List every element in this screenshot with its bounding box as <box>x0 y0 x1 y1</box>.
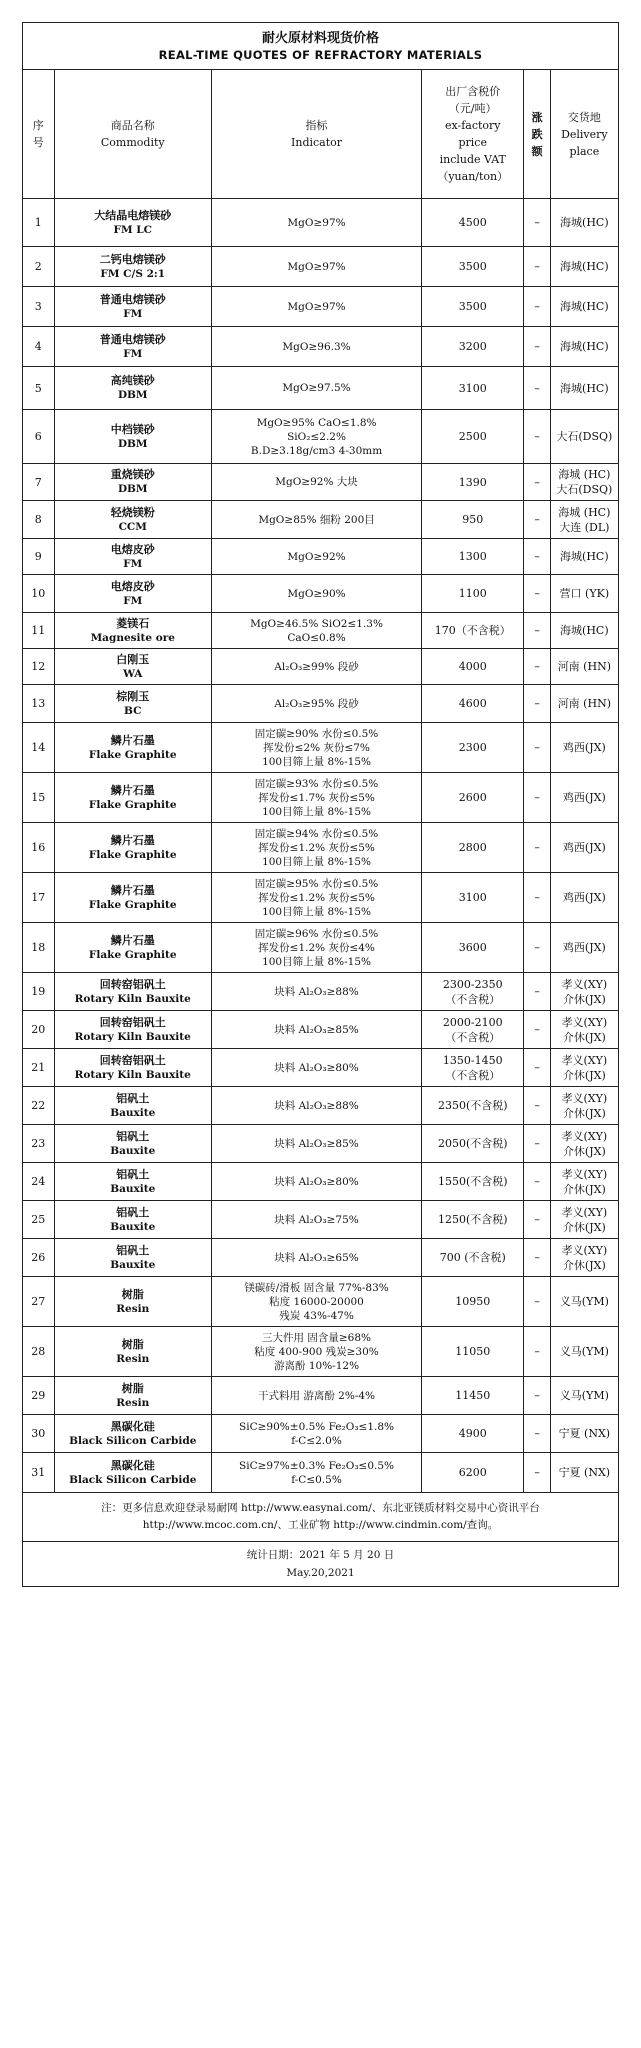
header-change: 涨 跌 额 <box>524 70 550 199</box>
change-cell: – <box>524 1377 550 1415</box>
commodity-cell: 树脂 Resin <box>54 1327 212 1377</box>
commodity-cell: 重烧镁砂 DBM <box>54 464 212 501</box>
indicator-cell: 镁碳砖/滑板 固含量 77%-83% 粘度 16000-20000 残炭 43%-47% <box>212 1277 422 1327</box>
table-row <box>23 539 619 575</box>
price-cell: 2350(不含税) <box>422 1087 524 1125</box>
indicator-cell: MgO≥97.5% <box>212 367 422 410</box>
change-cell: – <box>524 1201 550 1239</box>
note-row <box>23 1493 619 1542</box>
commodity-cell: 中档镁砂 DBM <box>54 410 212 464</box>
row-number: 27 <box>23 1277 55 1327</box>
row-number: 31 <box>23 1453 55 1493</box>
row-number: 18 <box>23 923 55 973</box>
place-cell: 孝义(XY) 介休(JX) <box>550 1201 618 1239</box>
row-number: 9 <box>23 539 55 575</box>
place-cell: 河南 (HN) <box>550 649 618 685</box>
table-row <box>23 685 619 723</box>
place-cell: 河南 (HN) <box>550 685 618 723</box>
place-cell: 义马(YM) <box>550 1277 618 1327</box>
change-cell: – <box>524 1049 550 1087</box>
table-row <box>23 1087 619 1125</box>
price-cell: 1550(不含税) <box>422 1163 524 1201</box>
header-price: 出厂含税价 （元/吨） ex-factory price include VAT （yuan/ton） <box>422 70 524 199</box>
indicator-cell: MgO≥97% <box>212 247 422 287</box>
indicator-cell: MgO≥95% CaO≤1.8% SiO₂≤2.2% B.D≥3.18g/cm3 4-30mm <box>212 410 422 464</box>
price-cell: 1100 <box>422 575 524 613</box>
commodity-cell: 黑碳化硅 Black Silicon Carbide <box>54 1415 212 1453</box>
place-cell: 大石(DSQ) <box>550 410 618 464</box>
row-number: 4 <box>23 327 55 367</box>
row-number: 13 <box>23 685 55 723</box>
table-row <box>23 464 619 501</box>
place-cell: 海城(HC) <box>550 199 618 247</box>
row-number: 28 <box>23 1327 55 1377</box>
change-cell: – <box>524 873 550 923</box>
price-cell: 3100 <box>422 873 524 923</box>
table-row <box>23 823 619 873</box>
row-number: 3 <box>23 287 55 327</box>
table-row <box>23 410 619 464</box>
table-row <box>23 367 619 410</box>
change-cell: – <box>524 1087 550 1125</box>
place-cell: 孝义(XY) 介休(JX) <box>550 1163 618 1201</box>
table-row <box>23 1415 619 1453</box>
price-cell: 2300-2350 （不含税） <box>422 973 524 1011</box>
price-cell: 4900 <box>422 1415 524 1453</box>
place-cell: 鸡西(JX) <box>550 723 618 773</box>
place-cell: 海城(HC) <box>550 539 618 575</box>
commodity-cell: 回转窑铝矾土 Rotary Kiln Bauxite <box>54 973 212 1011</box>
table-body <box>23 199 619 1493</box>
change-cell: – <box>524 973 550 1011</box>
indicator-cell: SiC≥97%±0.3% Fe₂O₃≤0.5% f-C≤0.5% <box>212 1453 422 1493</box>
indicator-cell: MgO≥92% 大块 <box>212 464 422 501</box>
commodity-cell: 电熔皮砂 FM <box>54 575 212 613</box>
commodity-cell: 二钙电熔镁砂 FM C/S 2:1 <box>54 247 212 287</box>
table-row <box>23 247 619 287</box>
table-row <box>23 1163 619 1201</box>
header-no: 序 号 <box>23 70 55 199</box>
table-row <box>23 1011 619 1049</box>
place-cell: 鸡西(JX) <box>550 823 618 873</box>
title-cn: 耐火原材料现货价格 <box>261 30 379 46</box>
place-cell: 鸡西(JX) <box>550 773 618 823</box>
change-cell: – <box>524 773 550 823</box>
change-cell: – <box>524 1125 550 1163</box>
price-cell: 3600 <box>422 923 524 973</box>
commodity-cell: 鳞片石墨 Flake Graphite <box>54 823 212 873</box>
change-cell: – <box>524 1327 550 1377</box>
price-cell: 700 (不含税) <box>422 1239 524 1277</box>
header-commodity: 商品名称 Commodity <box>54 70 212 199</box>
commodity-cell: 普通电熔镁砂 FM <box>54 287 212 327</box>
row-number: 8 <box>23 501 55 539</box>
place-cell: 孝义(XY) 介休(JX) <box>550 1011 618 1049</box>
indicator-cell: 固定碳≥94% 水份≤0.5% 挥发份≤1.2% 灰份≤5% 100目筛上量 8%-15% <box>212 823 422 873</box>
row-number: 16 <box>23 823 55 873</box>
note-line-2: http://www.mcoc.com.cn/、工业矿物 http://www.cindmin.com/查询。 <box>142 1519 499 1531</box>
table-row <box>23 501 619 539</box>
commodity-cell: 黑碳化硅 Black Silicon Carbide <box>54 1453 212 1493</box>
table-row <box>23 873 619 923</box>
stat-date-cn: 统计日期：2021 年 5 月 20 日 <box>246 1549 395 1561</box>
table-row <box>23 613 619 649</box>
table-row <box>23 199 619 247</box>
change-cell: – <box>524 199 550 247</box>
change-cell: – <box>524 1277 550 1327</box>
commodity-cell: 树脂 Resin <box>54 1377 212 1415</box>
place-cell: 孝义(XY) 介休(JX) <box>550 1049 618 1087</box>
price-cell: 4600 <box>422 685 524 723</box>
table-row <box>23 327 619 367</box>
place-cell: 孝义(XY) 介休(JX) <box>550 973 618 1011</box>
price-cell: 1390 <box>422 464 524 501</box>
table-row <box>23 1327 619 1377</box>
row-number: 26 <box>23 1239 55 1277</box>
change-cell: – <box>524 327 550 367</box>
place-cell: 鸡西(JX) <box>550 873 618 923</box>
row-number: 24 <box>23 1163 55 1201</box>
table-row <box>23 1049 619 1087</box>
change-cell: – <box>524 1415 550 1453</box>
commodity-cell: 鳞片石墨 Flake Graphite <box>54 923 212 973</box>
commodity-cell: 鳞片石墨 Flake Graphite <box>54 723 212 773</box>
indicator-cell: 块料 Al₂O₃≥88% <box>212 1087 422 1125</box>
indicator-cell: 块料 Al₂O₃≥85% <box>212 1011 422 1049</box>
price-cell: 2500 <box>422 410 524 464</box>
indicator-cell: MgO≥96.3% <box>212 327 422 367</box>
row-number: 14 <box>23 723 55 773</box>
table-row <box>23 773 619 823</box>
place-cell: 孝义(XY) 介休(JX) <box>550 1087 618 1125</box>
table-row <box>23 973 619 1011</box>
header-place: 交货地 Delivery place <box>550 70 618 199</box>
table-row <box>23 287 619 327</box>
indicator-cell: 固定碳≥96% 水份≤0.5% 挥发份≤1.2% 灰份≤4% 100目筛上量 8%-15% <box>212 923 422 973</box>
price-table <box>22 22 619 1587</box>
place-cell: 孝义(XY) 介休(JX) <box>550 1125 618 1163</box>
indicator-cell: MgO≥97% <box>212 199 422 247</box>
row-number: 25 <box>23 1201 55 1239</box>
indicator-cell: 块料 Al₂O₃≥80% <box>212 1049 422 1087</box>
table-row <box>23 1377 619 1415</box>
commodity-cell: 大结晶电熔镁砂 FM LC <box>54 199 212 247</box>
commodity-cell: 铝矾土 Bauxite <box>54 1239 212 1277</box>
price-cell: 4000 <box>422 649 524 685</box>
price-cell: 170（不含税） <box>422 613 524 649</box>
price-cell: 950 <box>422 501 524 539</box>
price-cell: 2050(不含税) <box>422 1125 524 1163</box>
price-cell: 11050 <box>422 1327 524 1377</box>
row-number: 10 <box>23 575 55 613</box>
place-cell: 海城(HC) <box>550 327 618 367</box>
table-row <box>23 923 619 973</box>
change-cell: – <box>524 923 550 973</box>
stat-date-en: May.20,2021 <box>286 1567 355 1579</box>
indicator-cell: 块料 Al₂O₃≥80% <box>212 1163 422 1201</box>
commodity-cell: 高纯镁砂 DBM <box>54 367 212 410</box>
price-cell: 2800 <box>422 823 524 873</box>
row-number: 30 <box>23 1415 55 1453</box>
row-number: 20 <box>23 1011 55 1049</box>
place-cell: 宁夏 (NX) <box>550 1453 618 1493</box>
price-cell: 3100 <box>422 367 524 410</box>
table-row <box>23 1125 619 1163</box>
indicator-cell: MgO≥92% <box>212 539 422 575</box>
commodity-cell: 铝矾土 Bauxite <box>54 1163 212 1201</box>
note-line-1: 注：更多信息欢迎登录易耐网 http://www.easynai.com/、东北亚镁质材料交易中心资讯平台 <box>101 1502 540 1514</box>
change-cell: – <box>524 501 550 539</box>
indicator-cell: MgO≥85% 细粉 200目 <box>212 501 422 539</box>
table-row <box>23 723 619 773</box>
commodity-cell: 树脂 Resin <box>54 1277 212 1327</box>
commodity-cell: 铝矾土 Bauxite <box>54 1087 212 1125</box>
indicator-cell: SiC≥90%±0.5% Fe₂O₃≤1.8% f-C≤2.0% <box>212 1415 422 1453</box>
indicator-cell: Al₂O₃≥95% 段砂 <box>212 685 422 723</box>
commodity-cell: 普通电熔镁砂 FM <box>54 327 212 367</box>
price-cell: 2600 <box>422 773 524 823</box>
row-number: 21 <box>23 1049 55 1087</box>
row-number: 29 <box>23 1377 55 1415</box>
table-row <box>23 1277 619 1327</box>
date-row <box>23 1542 619 1587</box>
place-cell: 海城(HC) <box>550 367 618 410</box>
commodity-cell: 回转窑铝矾土 Rotary Kiln Bauxite <box>54 1049 212 1087</box>
indicator-cell: MgO≥46.5% SiO2≤1.3% CaO≤0.8% <box>212 613 422 649</box>
indicator-cell: MgO≥97% <box>212 287 422 327</box>
change-cell: – <box>524 823 550 873</box>
price-cell: 1350-1450 （不含税） <box>422 1049 524 1087</box>
change-cell: – <box>524 464 550 501</box>
change-cell: – <box>524 1163 550 1201</box>
header-row <box>23 70 619 199</box>
indicator-cell: Al₂O₃≥99% 段砂 <box>212 649 422 685</box>
commodity-cell: 铝矾土 Bauxite <box>54 1125 212 1163</box>
price-cell: 4500 <box>422 199 524 247</box>
commodity-cell: 轻烧镁粉 CCM <box>54 501 212 539</box>
change-cell: – <box>524 539 550 575</box>
table-row <box>23 1239 619 1277</box>
change-cell: – <box>524 575 550 613</box>
change-cell: – <box>524 1453 550 1493</box>
header-indicator: 指标 Indicator <box>212 70 422 199</box>
indicator-cell: MgO≥90% <box>212 575 422 613</box>
row-number: 15 <box>23 773 55 823</box>
indicator-cell: 固定碳≥95% 水份≤0.5% 挥发份≤1.2% 灰份≤5% 100目筛上量 8%-15% <box>212 873 422 923</box>
row-number: 5 <box>23 367 55 410</box>
place-cell: 海城 (HC) 大连 (DL) <box>550 501 618 539</box>
place-cell: 义马(YM) <box>550 1327 618 1377</box>
title-row <box>23 23 619 70</box>
change-cell: – <box>524 410 550 464</box>
row-number: 23 <box>23 1125 55 1163</box>
place-cell: 孝义(XY) 介休(JX) <box>550 1239 618 1277</box>
row-number: 2 <box>23 247 55 287</box>
change-cell: – <box>524 367 550 410</box>
price-cell: 3500 <box>422 287 524 327</box>
table-row <box>23 1453 619 1493</box>
price-cell: 2300 <box>422 723 524 773</box>
price-cell: 1250(不含税) <box>422 1201 524 1239</box>
commodity-cell: 白刚玉 WA <box>54 649 212 685</box>
indicator-cell: 固定碳≥90% 水份≤0.5% 挥发份≤2% 灰份≤7% 100目筛上量 8%-15% <box>212 723 422 773</box>
indicator-cell: 块料 Al₂O₃≥88% <box>212 973 422 1011</box>
commodity-cell: 电熔皮砂 FM <box>54 539 212 575</box>
indicator-cell: 三大件用 固含量≥68% 粘度 400-900 残炭≥30% 游离酚 10%-12% <box>212 1327 422 1377</box>
change-cell: – <box>524 649 550 685</box>
row-number: 12 <box>23 649 55 685</box>
change-cell: – <box>524 1239 550 1277</box>
price-cell: 1300 <box>422 539 524 575</box>
indicator-cell: 干式料用 游离酚 2%-4% <box>212 1377 422 1415</box>
row-number: 22 <box>23 1087 55 1125</box>
table-row <box>23 575 619 613</box>
price-cell: 2000-2100 （不含税） <box>422 1011 524 1049</box>
change-cell: – <box>524 247 550 287</box>
commodity-cell: 回转窑铝矾土 Rotary Kiln Bauxite <box>54 1011 212 1049</box>
place-cell: 义马(YM) <box>550 1377 618 1415</box>
commodity-cell: 棕刚玉 BC <box>54 685 212 723</box>
price-cell: 11450 <box>422 1377 524 1415</box>
place-cell: 海城(HC) <box>550 247 618 287</box>
indicator-cell: 固定碳≥93% 水份≤0.5% 挥发份≤1.7% 灰份≤5% 100目筛上量 8%-15% <box>212 773 422 823</box>
price-cell: 6200 <box>422 1453 524 1493</box>
indicator-cell: 块料 Al₂O₃≥85% <box>212 1125 422 1163</box>
place-cell: 海城(HC) <box>550 613 618 649</box>
change-cell: – <box>524 287 550 327</box>
place-cell: 宁夏 (NX) <box>550 1415 618 1453</box>
row-number: 6 <box>23 410 55 464</box>
change-cell: – <box>524 685 550 723</box>
row-number: 1 <box>23 199 55 247</box>
commodity-cell: 铝矾土 Bauxite <box>54 1201 212 1239</box>
place-cell: 海城(HC) <box>550 287 618 327</box>
price-sheet <box>22 22 619 1587</box>
table-row <box>23 649 619 685</box>
place-cell: 鸡西(JX) <box>550 923 618 973</box>
row-number: 11 <box>23 613 55 649</box>
commodity-cell: 菱镁石 Magnesite ore <box>54 613 212 649</box>
place-cell: 海城 (HC) 大石(DSQ) <box>550 464 618 501</box>
indicator-cell: 块料 Al₂O₃≥65% <box>212 1239 422 1277</box>
price-cell: 10950 <box>422 1277 524 1327</box>
row-number: 17 <box>23 873 55 923</box>
commodity-cell: 鳞片石墨 Flake Graphite <box>54 773 212 823</box>
change-cell: – <box>524 723 550 773</box>
row-number: 19 <box>23 973 55 1011</box>
title-en: REAL-TIME QUOTES OF REFRACTORY MATERIALS <box>158 47 483 62</box>
row-number: 7 <box>23 464 55 501</box>
place-cell: 营口 (YK) <box>550 575 618 613</box>
table-row <box>23 1201 619 1239</box>
change-cell: – <box>524 1011 550 1049</box>
price-cell: 3200 <box>422 327 524 367</box>
indicator-cell: 块料 Al₂O₃≥75% <box>212 1201 422 1239</box>
price-cell: 3500 <box>422 247 524 287</box>
change-cell: – <box>524 613 550 649</box>
commodity-cell: 鳞片石墨 Flake Graphite <box>54 873 212 923</box>
